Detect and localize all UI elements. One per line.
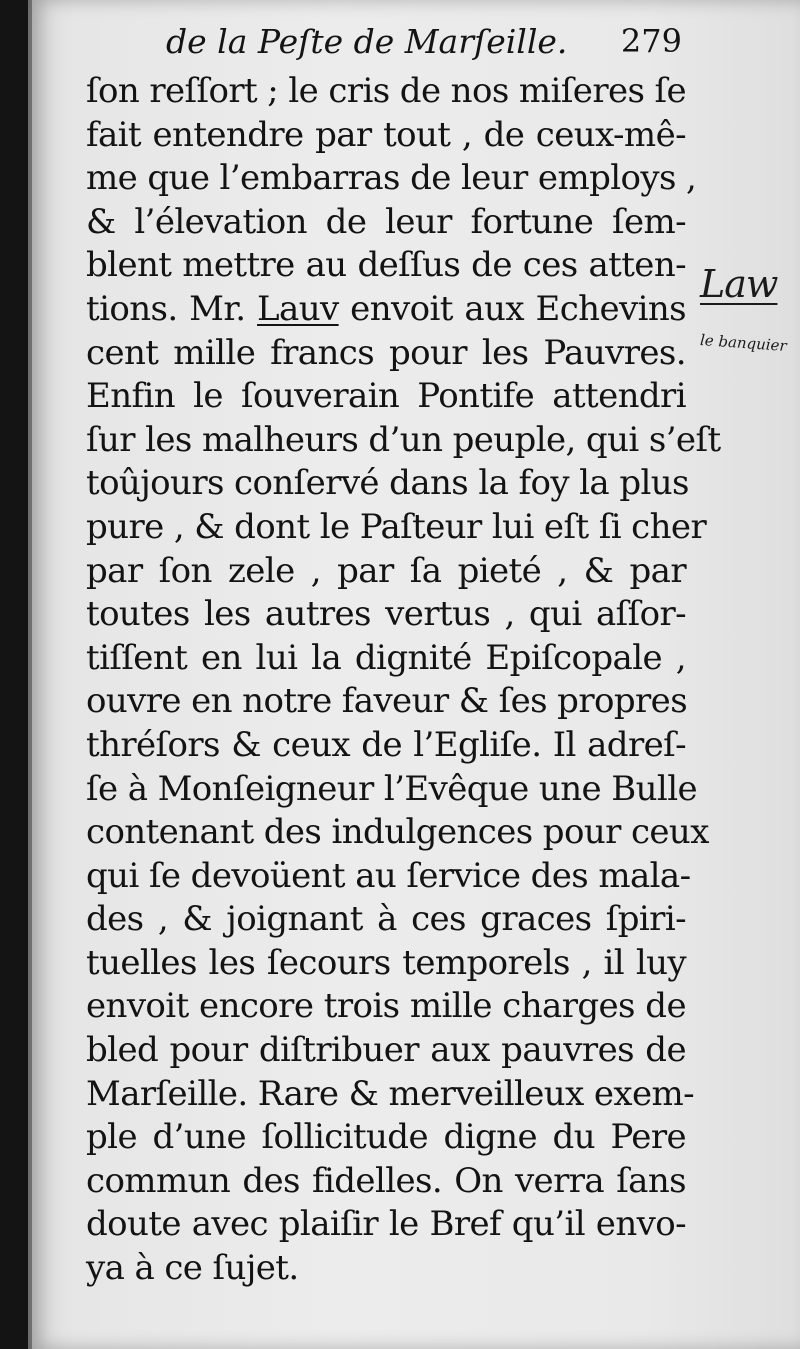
text-line-with-underline bbox=[86, 288, 686, 332]
text-line: thréſors & ceux de l’Egliſe. Il adreſ- bbox=[86, 724, 686, 765]
text-line: blent mettre au deſſus de ces atten- bbox=[86, 245, 686, 286]
handwritten-margin-note: Law bbox=[700, 262, 778, 306]
text-line: qui ſe devoüent au ſervice des mala- bbox=[86, 855, 691, 896]
underlined-name: Lauv bbox=[257, 288, 339, 329]
text-line: contenant des indulgences pour ceux bbox=[86, 812, 709, 853]
text-line: me que l’embarras de leur employs , bbox=[86, 158, 697, 199]
text-line: doute avec plaiſir le Bref qu’il envo- bbox=[86, 1204, 686, 1245]
text-line: bled pour diſtribuer aux pauvres de bbox=[86, 1030, 686, 1071]
text-line: ouvre en notre faveur & ſes propres bbox=[86, 681, 688, 722]
text-line: & l’élevation de leur fortune ſem- bbox=[86, 201, 686, 242]
text-line: des , & joignant à ces graces ſpiri- bbox=[86, 899, 686, 940]
body-text bbox=[86, 70, 721, 1291]
text-line: toutes les autres vertus , qui aſſor- bbox=[86, 594, 686, 635]
text-line: ſe à Monſeigneur l’Evêque une Bulle bbox=[86, 768, 697, 809]
text-line: ſon reſſort ; le cris de nos miſeres ſe bbox=[86, 71, 687, 111]
text-line: envoit encore trois mille charges de bbox=[86, 986, 686, 1027]
text-line: commun des fidelles. On verra ſans bbox=[86, 1160, 686, 1201]
text-line: fait entendre par tout , de ceux-mê- bbox=[86, 114, 686, 155]
text-line: cent mille francs pour les Pauvres. bbox=[86, 332, 686, 373]
text-line: pure , & dont le Paſteur lui eſt ſi cher bbox=[86, 506, 707, 547]
text-line: ſur les malheurs d’un peuple, qui s’eſt bbox=[86, 419, 721, 460]
text-line: Enfin le ſouverain Pontife attendri bbox=[86, 376, 686, 417]
text-line: tiſſent en lui la dignité Epiſcopale , bbox=[86, 637, 686, 678]
page-gutter-shadow bbox=[28, 0, 32, 1349]
text-line: Marſeille. Rare & merveilleux exem- bbox=[86, 1073, 695, 1114]
handwritten-margin-gloss: le banquier bbox=[699, 330, 788, 356]
text-line: tuelles les ſecours temporels , il luy bbox=[86, 942, 686, 983]
text-line: toûjours conſervé dans la foy la plus bbox=[86, 463, 689, 504]
text-line: par ſon zele , par ſa pieté , & par bbox=[86, 550, 686, 591]
running-head-title: de la Peſte de Marſeille. bbox=[166, 22, 568, 61]
page-number: 279 bbox=[620, 22, 682, 60]
text-line: ya à ce ſujet. bbox=[86, 1248, 299, 1289]
text-segment: tions. Mr. bbox=[86, 288, 258, 329]
text-line: ple d’une ſollicitude digne du Pere bbox=[86, 1117, 686, 1158]
text-segment: envoit aux Echevins bbox=[338, 288, 686, 329]
running-head bbox=[166, 22, 682, 61]
